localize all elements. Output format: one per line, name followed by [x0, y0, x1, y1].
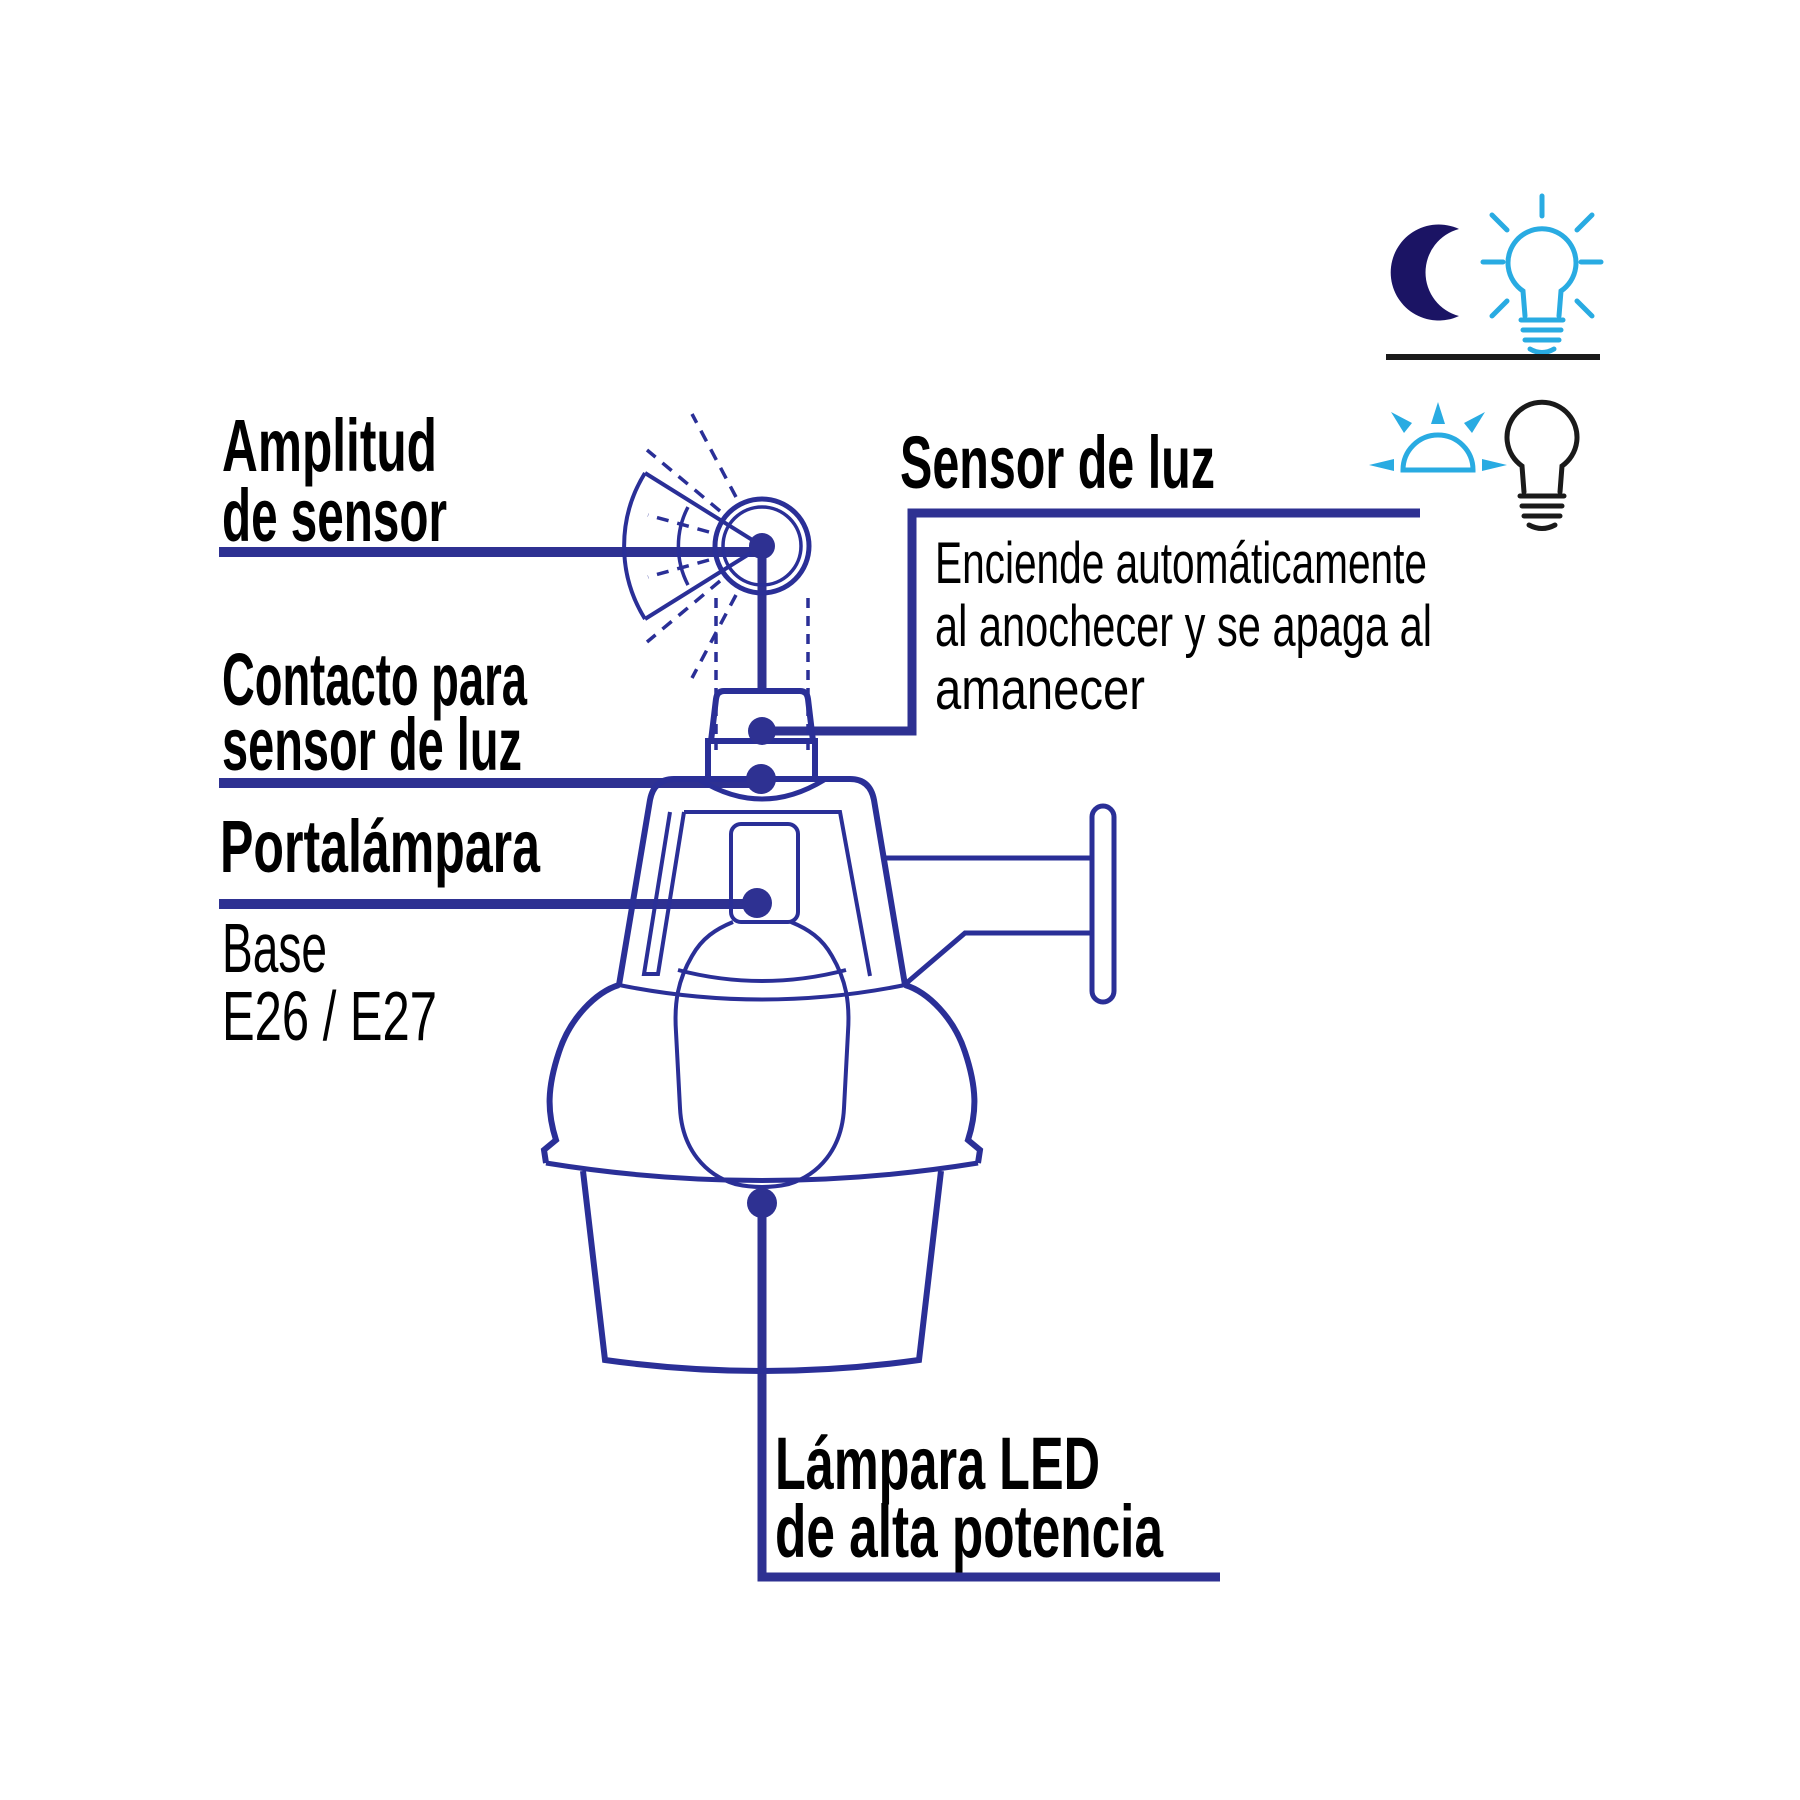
sun-icon: [1369, 402, 1507, 471]
shade-rim-edge: [546, 1163, 978, 1181]
label-sensor-desc-line1: Enciende automáticamente: [935, 531, 1427, 596]
sensor-fan-inner-arc: [678, 507, 688, 585]
day-night-legend: [1369, 196, 1601, 529]
label-base-line1: Base: [222, 909, 327, 987]
mount-arm-bottom: [903, 933, 1092, 986]
sensor-fan-edges: [645, 473, 762, 619]
led-bulb: [676, 922, 849, 1187]
bulb-seam: [678, 970, 846, 981]
moon-icon: [1391, 224, 1459, 320]
label-contacto-line2: sensor de luz: [222, 703, 522, 786]
marker-dot-contacto: [746, 764, 776, 794]
shade-bell-right: [905, 985, 980, 1163]
housing-inner-window: [684, 812, 870, 976]
bulb-outline: [676, 922, 849, 1187]
bulb-off-icon: [1507, 402, 1577, 528]
housing-inner-rib: [644, 812, 684, 974]
marker-dot-sensor-de-luz: [748, 717, 776, 745]
label-sensor-desc-line2: al anochecer y se apaga al: [935, 594, 1432, 659]
label-amplitud-line1: Amplitud: [222, 404, 437, 487]
marker-dot-amplitud: [749, 533, 775, 559]
housing-bottom-edge: [619, 985, 905, 1000]
label-amplitud-line2: de sensor: [222, 474, 447, 557]
label-contacto-line1: Contacto para: [222, 638, 528, 721]
label-sensor-de-luz-title: Sensor de luz: [900, 421, 1215, 504]
text-labels: [220, 404, 1432, 1573]
wall-mount: [886, 806, 1114, 1002]
sensor-fan-outer-arc: [624, 473, 645, 619]
bulb-on-icon: [1483, 196, 1601, 353]
marker-dot-portalampara: [742, 888, 772, 918]
label-sensor-desc-line3: amanecer: [935, 657, 1145, 722]
label-lampara-led-line1: Lámpara LED: [775, 1422, 1100, 1505]
label-base-line2: E26 / E27: [222, 977, 437, 1055]
label-portalampara: Portalámpara: [220, 805, 541, 888]
shade-bell-left: [544, 985, 619, 1163]
label-lampara-led-line2: de alta potencia: [775, 1490, 1164, 1573]
marker-dot-lampara-led: [747, 1188, 777, 1218]
wall-plate: [1092, 806, 1114, 1002]
